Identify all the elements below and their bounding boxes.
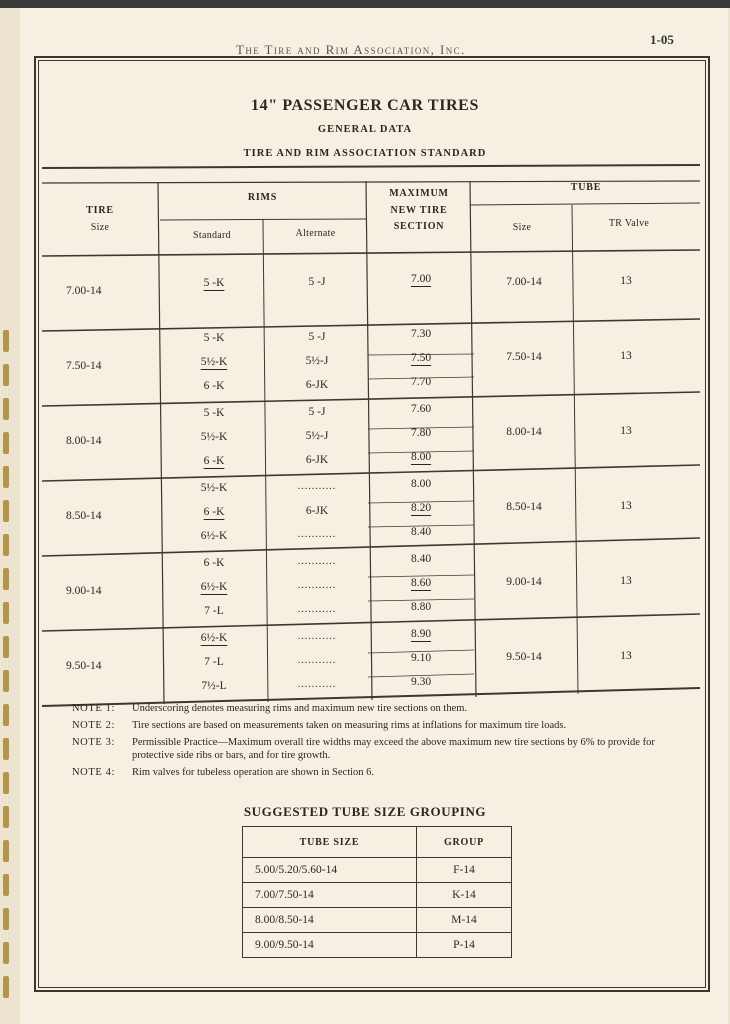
header-bottom-rule (42, 250, 700, 256)
tube-size-cell: 8.00/8.50-14 (243, 908, 417, 933)
tire-size-cell-text: 9.00-14 (66, 585, 102, 597)
tube-grouping-table (242, 826, 512, 958)
valve-cell-text: 13 (620, 275, 632, 287)
max-section-cell (370, 628, 472, 640)
tire-size-cell-text: 9.50-14 (66, 660, 102, 672)
group-cell: M-14 (417, 908, 512, 933)
max-section-cell-text: 7.00 (410, 273, 432, 285)
max-section-cell (370, 553, 472, 565)
note-label: NOTE 1: (72, 703, 115, 714)
rim-alternate-cell (266, 430, 368, 442)
valve-cell (576, 350, 676, 362)
max-section-cell (370, 403, 472, 415)
rim-standard-cell (162, 557, 266, 569)
max-section-cell-text: 7.30 (410, 328, 432, 340)
tube-size-cell (474, 276, 574, 288)
max-section-cell-text: 8.80 (410, 601, 432, 613)
tube-size-col-header: TUBE SIZE (243, 827, 417, 858)
rim-alternate-cell-text: 6-JK (305, 454, 329, 466)
max-section-cell-text: 8.00 (410, 478, 432, 490)
rim-standard-cell (162, 455, 266, 467)
note-text: Permissible Practice—Maximum overall tire widths may exceed the above maximum new tire sections by 6% to provide for protective side ribs or bars, and for tire growth. (132, 737, 655, 761)
col-rule (158, 183, 164, 704)
max-section-cell-text: 7.80 (410, 427, 432, 439)
rim-standard-cell-text: 6 -K (203, 455, 225, 467)
tube-size-cell-text: 9.50-14 (506, 651, 542, 663)
tire-size-cell (66, 285, 156, 297)
tube-size-header: Size (512, 222, 532, 233)
tube-size-cell-text: 8.50-14 (506, 501, 542, 513)
max-section-cell (370, 376, 472, 388)
rim-standard-cell (162, 656, 266, 668)
rim-standard-cell (162, 482, 266, 494)
rim-alternate-cell (266, 331, 368, 343)
rim-alternate-cell-text: 5 -J (308, 276, 326, 288)
rim-alternate-cell-text: ........... (297, 481, 337, 492)
grouping-header-row (243, 827, 512, 858)
table-top-rule (42, 165, 700, 168)
rim-alternate-cell-text: ........... (297, 631, 337, 642)
valve-cell (576, 275, 676, 287)
tube-size-cell (474, 576, 574, 588)
rim-standard-cell (162, 605, 266, 617)
rim-alternate-cell (266, 529, 368, 540)
rim-alternate-cell (266, 631, 368, 642)
page-subtitle: GENERAL DATA (317, 124, 413, 135)
page-title: 14" PASSENGER CAR TIRES (251, 97, 479, 114)
group-cell: P-14 (417, 933, 512, 958)
tire-size-cell-text: 7.00-14 (66, 285, 102, 297)
rim-standard-cell (162, 581, 266, 593)
rim-alternate-cell (266, 556, 368, 567)
valve-cell-text: 13 (620, 425, 632, 437)
rim-alternate-cell-text: ........... (297, 556, 337, 567)
rim-alternate-cell-text: 6-JK (305, 505, 329, 517)
rim-standard-cell-text: 5 -K (203, 277, 225, 289)
max-section-cell-text: 9.10 (410, 652, 432, 664)
max-section-header-3: SECTION (393, 221, 445, 232)
max-section-cell-text: 7.50 (410, 352, 432, 364)
max-section-cell (370, 577, 472, 589)
rim-standard-cell-text: 5½-K (200, 431, 228, 443)
tire-size-cell (66, 360, 156, 372)
rim-standard-cell-text: 6½-K (200, 632, 228, 644)
rim-alternate-cell-text: ........... (297, 529, 337, 540)
rim-standard-cell (162, 332, 266, 344)
note-label: NOTE 3: (72, 737, 115, 748)
tube-size-cell-text: 9.00-14 (506, 576, 542, 588)
rims-sub-rule (160, 219, 367, 220)
tire-size-cell (66, 585, 156, 597)
notes-section (72, 702, 692, 783)
note-label: NOTE 4: (72, 767, 115, 778)
max-section-cell-text: 8.40 (410, 553, 432, 565)
tube-sub-rule (470, 203, 700, 205)
rim-alternate-cell (266, 406, 368, 418)
max-section-cell-text: 8.40 (410, 526, 432, 538)
note-label: NOTE 2: (72, 720, 115, 731)
group-cell: K-14 (417, 883, 512, 908)
tire-size-cell-text: 8.00-14 (66, 435, 102, 447)
valve-cell (576, 575, 676, 587)
max-section-cell-text: 8.90 (410, 628, 432, 640)
note-item (72, 766, 692, 779)
max-section-cell-text: 7.70 (410, 376, 432, 388)
max-section-cell (370, 427, 472, 439)
valve-cell-text: 13 (620, 500, 632, 512)
rim-standard-cell (162, 632, 266, 644)
rims-header: RIMS (247, 192, 278, 203)
tube-size-cell-text: 7.50-14 (506, 351, 542, 363)
tire-size-cell (66, 510, 156, 522)
table-row (243, 858, 512, 883)
rim-alternate-cell (266, 379, 368, 391)
max-section-cell (370, 478, 472, 490)
table-row (243, 908, 512, 933)
rim-standard-cell (162, 431, 266, 443)
tire-size-header: Size (90, 222, 110, 233)
rim-alternate-cell-text: 5 -J (308, 331, 326, 343)
rim-alternate-cell (266, 505, 368, 517)
rim-alternate-cell (266, 604, 368, 615)
tube-size-cell-text: 8.00-14 (506, 426, 542, 438)
max-section-cell (370, 451, 472, 463)
rim-alternate-cell (266, 355, 368, 367)
max-section-cell-text: 8.00 (410, 451, 432, 463)
tube-size-cell-text: 7.00-14 (506, 276, 542, 288)
max-section-cell (370, 328, 472, 340)
max-section-cell (370, 502, 472, 514)
association-header: The Tire and Rim Association, Inc. (236, 42, 466, 57)
valve-cell (576, 650, 676, 662)
tire-header: TIRE (86, 205, 114, 216)
rim-alternate-cell (266, 276, 368, 288)
max-section-cell (370, 652, 472, 664)
rim-standard-cell-text: 7½-L (201, 680, 227, 692)
rim-standard-cell-text: 6 -K (203, 557, 225, 569)
rim-alternate-cell-text: 5½-J (305, 355, 329, 367)
page-number: 1-05 (650, 32, 674, 47)
max-section-header-2: NEW TIRE (390, 205, 448, 216)
tube-size-cell (474, 501, 574, 513)
tire-size-cell-text: 8.50-14 (66, 510, 102, 522)
valve-cell-text: 13 (620, 350, 632, 362)
tube-header: TUBE (570, 182, 602, 193)
rim-standard-cell (162, 356, 266, 368)
rim-standard-header: Standard (193, 230, 231, 241)
rim-standard-cell (162, 506, 266, 518)
rim-alternate-cell-text: 5½-J (305, 430, 329, 442)
rim-standard-cell-text: 7 -L (204, 605, 224, 617)
rim-standard-cell-text: 6 -K (203, 380, 225, 392)
rim-standard-cell-text: 5½-K (200, 482, 228, 494)
table-row (243, 933, 512, 958)
group-col-header: GROUP (417, 827, 512, 858)
tire-size-cell (66, 435, 156, 447)
valve-header: TR Valve (608, 218, 650, 229)
tube-size-cell (474, 351, 574, 363)
max-section-header-1: MAXIMUM (389, 188, 449, 199)
grouping-title: SUGGESTED TUBE SIZE GROUPING (243, 804, 487, 819)
tire-size-cell (66, 660, 156, 672)
rim-standard-cell-text: 6½-K (200, 581, 228, 593)
valve-cell-text: 13 (620, 575, 632, 587)
note-text: Rim valves for tubeless operation are shown in Section 6. (132, 767, 375, 778)
rim-alternate-cell-text: ........... (297, 655, 337, 666)
tire-size-cell-text: 7.50-14 (66, 360, 102, 372)
tube-size-cell (474, 651, 574, 663)
rim-standard-cell (162, 277, 266, 289)
rim-standard-cell (162, 407, 266, 419)
group-cell: F-14 (417, 858, 512, 883)
tube-size-cell: 9.00/9.50-14 (243, 933, 417, 958)
rim-alternate-cell-text: 5 -J (308, 406, 326, 418)
rim-standard-cell (162, 380, 266, 392)
max-section-cell (370, 273, 472, 285)
max-section-cell-text: 8.20 (410, 502, 432, 514)
rim-alternate-cell-text: ........... (297, 604, 337, 615)
rim-alternate-cell (266, 454, 368, 466)
table-row (243, 883, 512, 908)
standard-caption: TIRE AND RIM ASSOCIATION STANDARD (243, 148, 487, 159)
note-text: Underscoring denotes measuring rims and maximum new tire sections on them. (132, 703, 468, 714)
note-item (72, 702, 692, 715)
max-section-cell (370, 526, 472, 538)
note-item (72, 736, 692, 762)
max-section-cell (370, 601, 472, 613)
rim-standard-cell (162, 680, 266, 692)
rim-alternate-cell (266, 481, 368, 492)
rim-alternate-cell-text: 6-JK (305, 379, 329, 391)
rim-standard-cell-text: 5 -K (203, 407, 225, 419)
tube-size-cell: 5.00/5.20/5.60-14 (243, 858, 417, 883)
rim-standard-cell-text: 6 -K (203, 506, 225, 518)
rim-alternate-cell (266, 655, 368, 666)
max-section-cell-text: 7.60 (410, 403, 432, 415)
rim-alternate-header: Alternate (295, 228, 336, 239)
rim-standard-cell-text: 5½-K (200, 356, 228, 368)
valve-cell-text: 13 (620, 650, 632, 662)
rim-standard-cell (162, 530, 266, 542)
max-section-cell (370, 352, 472, 364)
rim-alternate-cell-text: ........... (297, 679, 337, 690)
rim-standard-cell-text: 5 -K (203, 332, 225, 344)
tube-size-cell (474, 426, 574, 438)
valve-cell (576, 500, 676, 512)
note-text: Tire sections are based on measurements taken on measuring rims at inflations for maximum tire loads. (132, 720, 567, 731)
max-section-cell (370, 676, 472, 688)
rim-standard-cell-text: 6½-K (200, 530, 228, 542)
rim-standard-cell-text: 7 -L (204, 656, 224, 668)
rim-alternate-cell (266, 679, 368, 690)
max-section-cell-text: 9.30 (410, 676, 432, 688)
tube-size-cell: 7.00/7.50-14 (243, 883, 417, 908)
note-item (72, 719, 692, 732)
rim-alternate-cell (266, 580, 368, 591)
valve-cell (576, 425, 676, 437)
max-section-cell-text: 8.60 (410, 577, 432, 589)
rim-alternate-cell-text: ........... (297, 580, 337, 591)
